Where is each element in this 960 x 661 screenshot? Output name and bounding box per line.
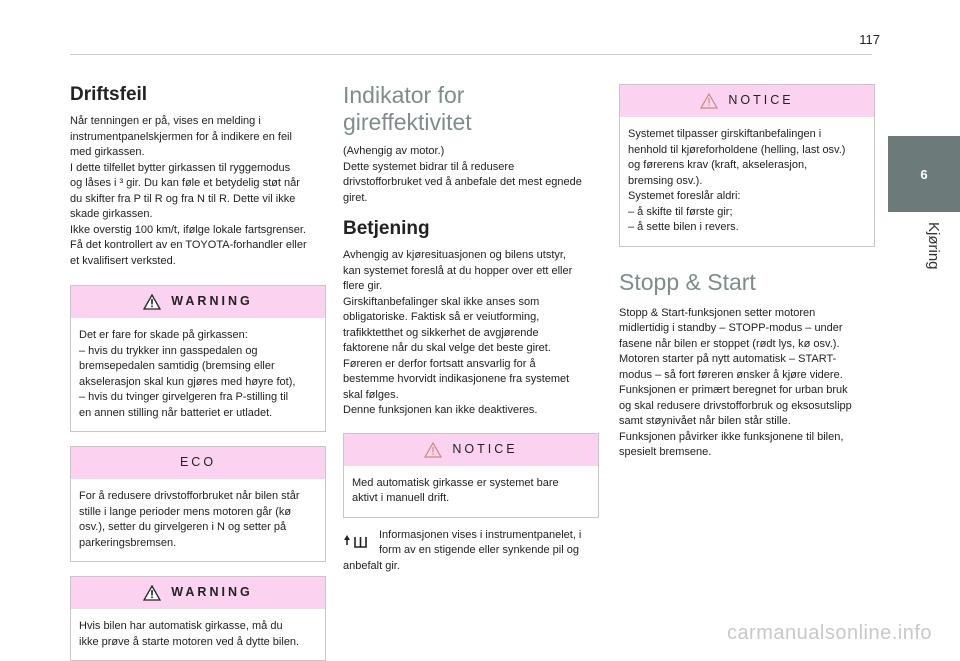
warning-title: WARNING — [171, 585, 253, 600]
warning-body: Hvis bilen har automatisk girkasse, må du ikke prøve å starte motoren ved å dytte bilen. — [79, 620, 300, 648]
gear-indicator-intro: (Avhengig av motor.) Dette systemet bidrar til å redusere drivstofforbruket ved å anbefale det mest egnede giret. — [343, 145, 582, 204]
gear-shift-info-text: Informasjonen vises i instrumentpanelet, i form av en stigende eller synkende pil og anbefalt gir. — [343, 528, 582, 572]
column-right — [619, 80, 875, 461]
warning-body: Det er fare for skade på girkassen: – hvis du trykker inn gasspedalen og bremsepedalen samtidig (bremsing eller akselerasjon skal kun gjøres med høyre fot), – hvis du tvinger girvelgeren fra P-stilling til en annen stilling når batteriet er utladet. — [79, 329, 296, 419]
section-title-driftsfeil: Driftsfeil — [70, 84, 148, 105]
notice-title: NOTICE — [728, 93, 794, 108]
page-number: 117 — [859, 32, 880, 47]
column-left — [70, 80, 326, 661]
chapter-title: Kjøring — [925, 222, 942, 270]
notice-box — [343, 433, 599, 518]
chapter-tab[interactable] — [888, 136, 960, 212]
warning-title: WARNING — [171, 294, 253, 309]
driftsfeil-body: Når tenningen er på, vises en melding i instrumentpanelskjermen for å indikere en feil med girkassen. I dette tilfellet bytter girkassen til ryggemodus og låses i ³ gir. Du kan føle et betydelig støt når du skifter fra P til R og fra N til R. Dette vil ikke skade girkassen. Ikke overstig 100 km/t, ifølge lokale fartsgrenser. Få det kontrollert av en TOYOTA-forhandler eller et kvalifisert verksted. — [70, 115, 307, 267]
notice-body: Med automatisk girkasse er systemet bare aktivt i manuell drift. — [352, 476, 559, 504]
notice-header — [344, 434, 598, 466]
eco-body: For å redusere drivstofforbruket når bilen står stille i lange perioder mens motoren går (kø osv.), setter du girvelgeren i N og setter på parkeringsbremsen. — [79, 490, 300, 549]
betjening-body: Avhengig av kjøresituasjonen og bilens utstyr, kan systemet foreslå at du hopper over ett eller flere gir. Girskiftanbefalinger skal ikke anses som obligatoriske. Faktisk så er veiutforming, trafikktetthet og sikkerhet de avgjørende faktorene når du skal velge det beste giret. Føreren er derfor fortsatt ansvarlig for å bestemme hvorvidt indikasjonene fra systemet skal følges. Denne funksjonen kan ikke deaktiveres. — [343, 249, 573, 416]
warning-header — [71, 286, 325, 318]
section-title-gear-indicator: Indikator for gireffektivitet — [343, 82, 472, 135]
column-middle — [343, 80, 599, 574]
notice-body: Systemet tilpasser girskiftanbefalingen i henhold til kjøreforholdene (helling, last osv.) og førerens krav (kraft, akselerasjon, bremsing osv.). Systemet foreslår aldri: – å skifte til første gir; – å sette bilen i revers. — [628, 128, 846, 233]
gear-shift-indicator-icon — [343, 534, 369, 552]
eco-box — [70, 446, 326, 562]
notice-triangle-icon — [700, 93, 718, 109]
warning-triangle-icon — [143, 294, 161, 310]
section-title-stopp-start: Stopp & Start — [619, 268, 756, 295]
eco-title: ECO — [179, 455, 217, 470]
notice-box — [619, 84, 875, 247]
notice-triangle-icon — [424, 442, 442, 458]
warning-box — [70, 576, 326, 661]
warning-box — [70, 285, 326, 432]
subsection-title-betjening: Betjening — [343, 218, 430, 239]
notice-title: NOTICE — [452, 441, 518, 456]
gear-shift-info — [343, 528, 599, 575]
warning-header — [71, 577, 325, 609]
notice-header — [620, 85, 874, 117]
stopp-start-body: Stopp & Start-funksjonen setter motoren midlertidig i standby – STOPP-modus – under fasene når bilen er stoppet (rødt lys, kø osv.). Motoren starter på nytt automatisk – START- modus – så fort føreren ønsker å kjøre videre. Funksjonen er primært beregnet for urban bruk og skal redusere drivstofforbruk og eksosutslipp samt støynivået når bilen står stille. Funksjonen påvirker ikke funksjonene til bilen, spesielt bremsene. — [619, 306, 852, 458]
watermark: carmanualsonline.info — [726, 622, 932, 644]
top-divider — [70, 54, 872, 55]
eco-header — [71, 447, 325, 479]
warning-triangle-icon — [143, 585, 161, 601]
chapter-number: 6 — [920, 166, 928, 182]
